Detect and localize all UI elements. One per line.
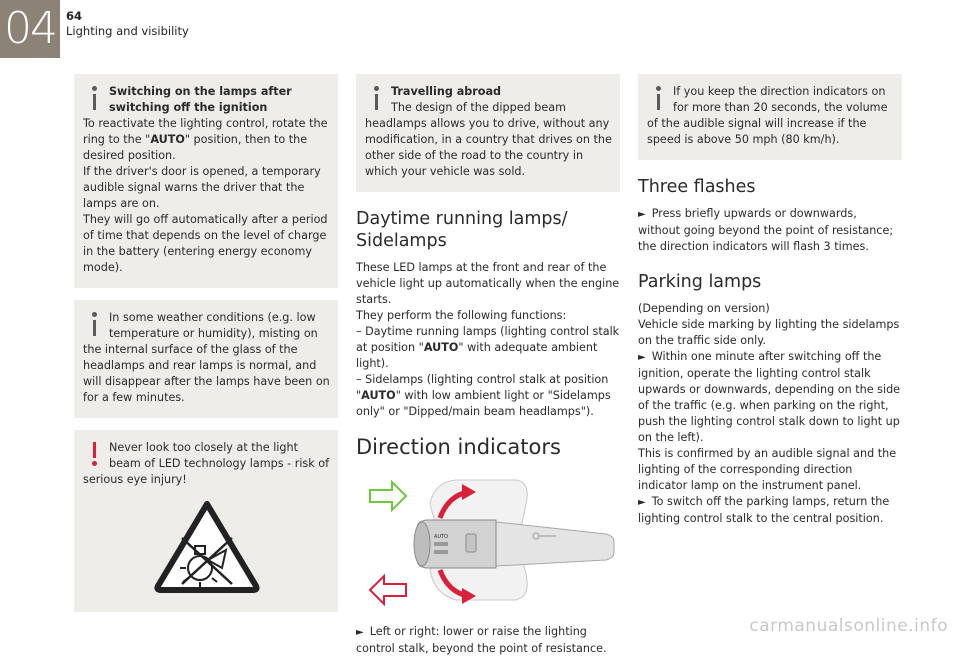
- eye-warning-icon: [152, 498, 262, 594]
- info-box-lamps-after-ignition: [74, 74, 338, 288]
- box-paragraph: The design of the dipped beam headlamps allows you to drive, without any modification, in a country that drives on the other side of the road to the country in which your vehicle was sold.: [365, 101, 612, 178]
- footer-watermark-url: carmanualsonline.info: [749, 616, 948, 636]
- box-paragraph: If the driver's door is opened, a temporary audible signal warns the driver that the lamps are on.: [83, 165, 321, 210]
- page-number: 64: [66, 9, 83, 23]
- info-icon: [91, 312, 99, 340]
- info-box-misting: [74, 300, 338, 418]
- info-icon: [373, 86, 381, 114]
- box-paragraph: To reactivate the lighting control, rotate the ring to the "AUTO" position, then to the desired position.: [83, 117, 328, 162]
- column-3: [638, 74, 902, 527]
- bullet-arrow-icon: ►: [356, 627, 364, 638]
- warning-box-led: [74, 430, 338, 612]
- heading-parking-lamps: Parking lamps: [638, 272, 762, 292]
- column-1: [74, 74, 338, 624]
- box-paragraph: If you keep the direction indicators on for more than 20 seconds, the volume of the audible signal will increase if the speed is above 50 mph (80 km/h).: [647, 85, 888, 146]
- info-icon: [655, 86, 663, 114]
- box-title: Switching on the lamps after switching off the ignition: [109, 85, 292, 114]
- box-paragraph: In some weather conditions (e.g. low temperature or humidity), misting on the internal surface of the glass of the headlamps and rear lamps is normal, and will disappear after the lamps have been on for a few minutes.: [83, 311, 330, 404]
- column-2: [356, 74, 620, 657]
- warning-icon: [91, 442, 99, 470]
- box-title: Travelling abroad: [391, 85, 502, 98]
- bullet-arrow-icon: ►: [638, 497, 646, 508]
- info-box-direction-volume: [638, 74, 902, 160]
- box-paragraph: Never look too closely at the light beam of LED technology lamps - risk of serious eye injury!: [83, 441, 330, 486]
- stalk-auto-label: AUTO: [434, 534, 449, 540]
- three-flashes-text: ► Press briefly upwards or downwards, without going beyond the point of resistance; the direction indicators will flash 3 times.: [638, 207, 894, 253]
- heading-direction-indicators: Direction indicators: [356, 435, 561, 459]
- info-icon: [91, 86, 99, 114]
- drl-text: These LED lamps at the front and rear of the vehicle light up automatically when the engine starts. They perform the following functions: – Daytime running lamps (lighting control stalk at position "AUTO" with adequate ambient light). – Sidelamps (lighting control stalk at position "AUTO" with low ambient light or "Sidelamps only" or "Dipped/main beam headlamps").: [356, 261, 620, 418]
- parking-text: (Depending on version) Vehicle side marking by lighting the sidelamps on the traffic side only. ► Within one minute after switching off the ignition, operate the lighting control stalk upwards or downwards, depending on the side of the traffic (e.g. when parking on the right, push the lighting control stalk down to light up on the left). This is confirmed by an audible signal and the lighting of the corresponding direction indicator lamp on the instrument panel. ► To switch off the parking lamps, return the lighting control stalk to the central position.: [638, 302, 901, 525]
- bullet-arrow-icon: ►: [638, 209, 646, 220]
- box-paragraph: They will go off automatically after a period of time that depends on the level of charge in the battery (entering energy economy mode).: [83, 213, 328, 274]
- heading-daytime-running-lamps: Daytime running lamps/ Sidelamps: [356, 209, 568, 251]
- lighting-stalk-diagram: [356, 474, 620, 614]
- direction-caption: ► Left or right: lower or raise the lighting control stalk, beyond the point of resistance.: [356, 625, 607, 655]
- info-box-travelling-abroad: [356, 74, 620, 192]
- bullet-arrow-icon: ►: [638, 352, 646, 363]
- section-title: Lighting and visibility: [66, 24, 189, 38]
- chapter-tab: 04: [0, 0, 60, 58]
- heading-three-flashes: Three flashes: [638, 177, 756, 197]
